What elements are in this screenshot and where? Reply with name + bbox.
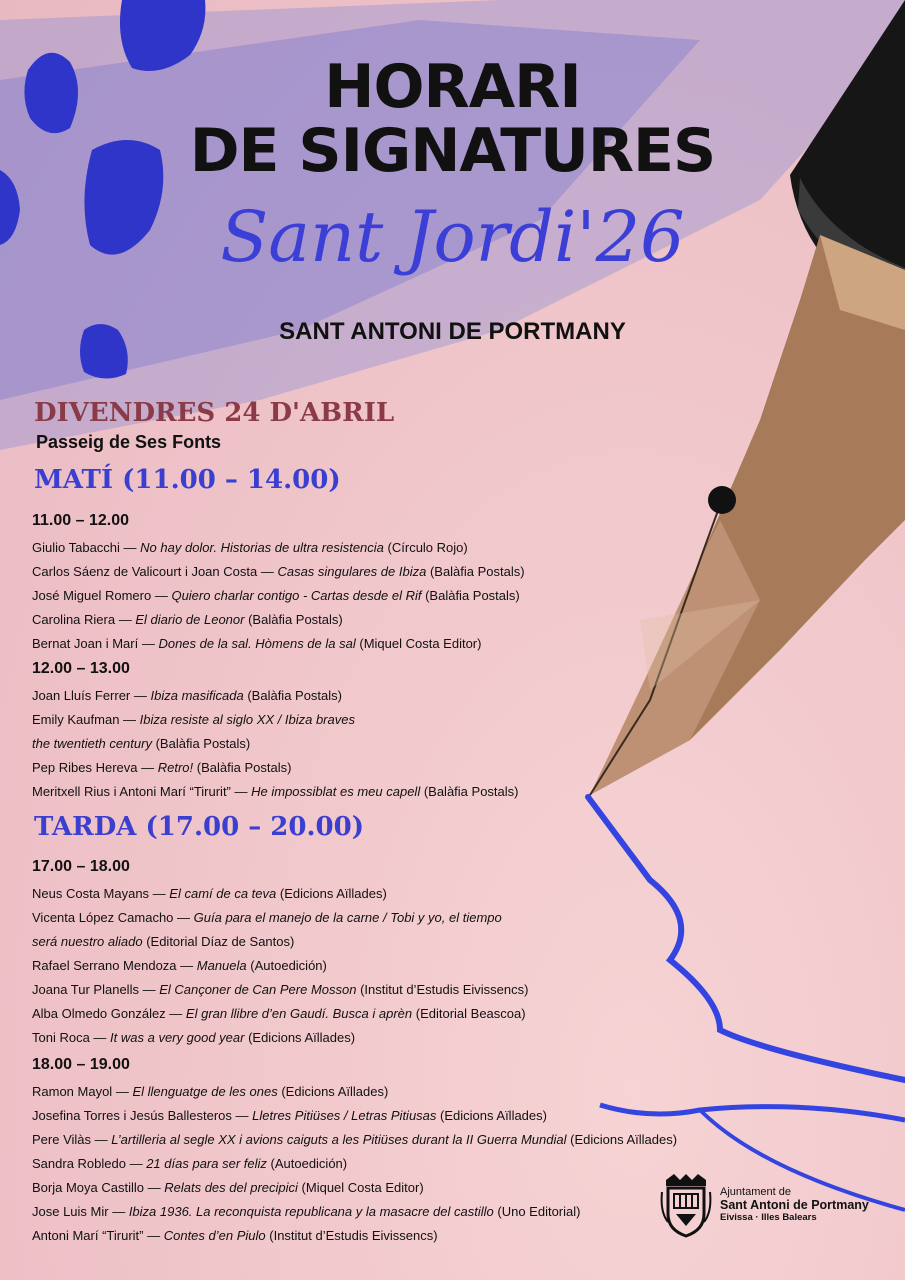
list-item: Joan Lluís Ferrer — Ibiza masificada (Balàfia Postals) bbox=[32, 688, 342, 703]
list-item: Antoni Marí “Tirurit” — Contes d’en Piulo (Institut d’Estudis Eivissencs) bbox=[32, 1228, 438, 1243]
list-item: José Miguel Romero — Quiero charlar contigo - Cartas desde el Rif (Balàfia Postals) bbox=[32, 588, 520, 603]
list-item: Pep Ribes Hereva — Retro! (Balàfia Postals) bbox=[32, 760, 292, 775]
title-line2: DE SIGNATURES bbox=[189, 116, 716, 186]
day-heading: DIVENDRES 24 D'ABRIL bbox=[34, 398, 395, 428]
logo-line3: Eivissa · Illes Balears bbox=[720, 1212, 817, 1223]
list-item: Ramon Mayol — El llenguatge de les ones (Edicions Aïllades) bbox=[32, 1084, 389, 1099]
logo-line2: Sant Antoni de Portmany bbox=[720, 1198, 869, 1212]
list-item: Meritxell Rius i Antoni Marí “Tirurit” — He impossiblat es meu capell (Balàfia Postals) bbox=[32, 784, 519, 799]
slot-time: 17.00 – 18.00 bbox=[32, 858, 130, 875]
afternoon-heading: TARDA (17.00 – 20.00) bbox=[34, 812, 365, 842]
list-item: Emily Kaufman — Ibiza resiste al siglo XX / Ibiza braves bbox=[32, 712, 355, 727]
list-item: Alba Olmedo González — El gran llibre d’en Gaudí. Busca i aprèn (Editorial Beascoa) bbox=[32, 1006, 526, 1021]
list-item: Carlos Sáenz de Valicourt i Joan Costa — Casas singulares de Ibiza (Balàfia Postals) bbox=[32, 564, 525, 579]
list-item: Jose Luis Mir — Ibiza 1936. La reconquista republicana y la masacre del castillo (Uno Editorial) bbox=[32, 1204, 581, 1219]
list-item: Giulio Tabacchi — No hay dolor. Historias de ultra resistencia (Círculo Rojo) bbox=[32, 540, 468, 555]
municipality-logo-text bbox=[720, 1186, 869, 1223]
venue: Passeig de Ses Fonts bbox=[36, 432, 222, 452]
list-item: Pere Vilàs — L’artilleria al segle XX i avions caiguts a les Pitiüses durant la II Guerra Mundial (Edicions Aïllades) bbox=[32, 1132, 678, 1147]
list-item: Sandra Robledo — 21 días para ser feliz (Autoedición) bbox=[32, 1156, 348, 1171]
slot-time: 11.00 – 12.00 bbox=[32, 512, 129, 529]
slot-time: 18.00 – 19.00 bbox=[32, 1056, 130, 1073]
list-item: Carolina Riera — El diario de Leonor (Balàfia Postals) bbox=[32, 612, 343, 627]
logo-line1: Ajuntament de bbox=[720, 1186, 791, 1198]
event-title: Sant Jordi'26 bbox=[220, 196, 685, 278]
list-item: será nuestro aliado (Editorial Díaz de Santos) bbox=[32, 934, 295, 949]
city-name: SANT ANTONI DE PORTMANY bbox=[279, 318, 626, 345]
list-item: Borja Moya Castillo — Relats des del precipici (Miquel Costa Editor) bbox=[32, 1180, 424, 1195]
coat-of-arms-icon bbox=[660, 1172, 712, 1238]
list-item: Bernat Joan i Marí — Dones de la sal. Hòmens de la sal (Miquel Costa Editor) bbox=[32, 636, 482, 651]
list-item: Josefina Torres i Jesús Ballesteros — Lletres Pitiüses / Letras Pitiusas (Edicions Aïllades) bbox=[32, 1108, 547, 1123]
list-item: Joana Tur Planells — El Cançoner de Can Pere Mosson (Institut d’Estudis Eivissencs) bbox=[32, 982, 529, 997]
list-item: the twentieth century (Balàfia Postals) bbox=[32, 736, 251, 751]
list-item: Neus Costa Mayans — El camí de ca teva (Edicions Aïllades) bbox=[32, 886, 387, 901]
list-item: Rafael Serrano Mendoza — Manuela (Autoedición) bbox=[32, 958, 327, 973]
slot-time: 12.00 – 13.00 bbox=[32, 660, 130, 677]
list-item: Vicenta López Camacho — Guía para el manejo de la carne / Tobi y yo, el tiempo bbox=[32, 910, 502, 925]
morning-heading: MATÍ (11.00 – 14.00) bbox=[34, 465, 341, 495]
list-item: Toni Roca — It was a very good year (Edicions Aïllades) bbox=[32, 1030, 356, 1045]
title-line1: HORARI bbox=[324, 52, 581, 122]
